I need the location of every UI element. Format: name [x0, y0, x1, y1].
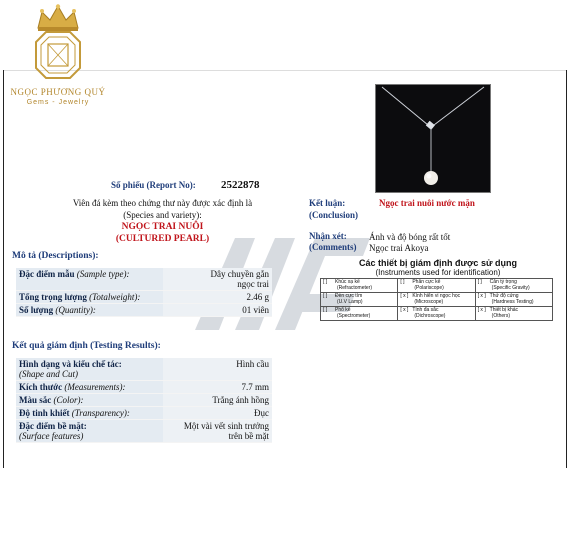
frame-left-border [3, 70, 4, 468]
field-label: Kích thước (Measurements): [16, 381, 163, 394]
instrument-cell: [ x ] Kính hiển vi ngọc học (Microscope) [398, 293, 475, 307]
instrument-cell: [ x ] Thử độ cứng (Hardness Testing) [475, 293, 552, 307]
instrument-cell: [ ] Khúc xạ kế (Refractometer) [321, 279, 398, 293]
table-row [16, 381, 272, 394]
instruments-subtitle: (Instruments used for identification) [375, 268, 501, 277]
sample-photo [375, 84, 491, 193]
report-number-label: Số phiếu (Report No): [111, 180, 196, 190]
instruments-title: Các thiết bị giám định được sử dụng [359, 258, 517, 268]
field-label: Độ tinh khiết (Transparency): [16, 407, 163, 420]
field-value: 7.7 mm [163, 381, 272, 394]
field-value: Trắng ánh hồng [163, 394, 272, 407]
field-label: Đặc điểm bề mặt: (Surface features) [16, 420, 163, 443]
instrument-cell: [ ] Đèn cực tím (U.V Lamp) [321, 293, 398, 307]
species-intro: Viên đá kèm theo chứng thư này được xác định là [72, 198, 253, 208]
species-name: NGỌC TRAI NUÔI [121, 222, 204, 232]
instrument-cell: [ x ] Tính đa sắc (Dichroscope) [398, 307, 475, 321]
table-row [321, 279, 553, 293]
table-row [16, 291, 272, 304]
crown-icon [34, 4, 82, 32]
comments-line-2: Ngọc trai Akoya [369, 243, 429, 253]
species-intro-en: (Species and variety): [123, 210, 202, 220]
field-label: Đặc điểm mẫu (Sample type): [16, 268, 163, 291]
table-row [321, 293, 553, 307]
field-label: Màu sắc (Color): [16, 394, 163, 407]
instrument-cell: [ x ] Thiết bị khác (Others) [475, 307, 552, 321]
field-value: 2.46 g [163, 291, 272, 304]
table-row [16, 420, 272, 443]
field-value: Đục [163, 407, 272, 420]
descriptions-table [16, 268, 272, 317]
table-row [16, 358, 272, 381]
brand-name: NGỌC PHƯƠNG QUÝ [10, 87, 106, 97]
conclusion-value: Ngọc trai nuôi nước mặn [379, 198, 475, 208]
brand-logo [8, 4, 108, 108]
gem-emblem-icon [34, 30, 82, 80]
table-row [16, 268, 272, 291]
table-row [16, 304, 272, 317]
brand-tagline: Gems - Jewelry [26, 99, 90, 106]
comments-line-1: Ánh và độ bóng rất tốt [369, 232, 451, 242]
report-number: 2522878 [221, 179, 260, 191]
field-label: Hình dạng và kiểu chế tác: (Shape and Cut) [16, 358, 163, 381]
field-value: Dây chuyền gắn ngọc trai [163, 268, 272, 291]
conclusion-label: Kết luận: [309, 198, 346, 208]
table-row [16, 394, 272, 407]
table-row [321, 307, 553, 321]
frame-right-border [566, 70, 567, 468]
table-row [16, 407, 272, 420]
field-label: Số lượng (Quantity): [16, 304, 163, 317]
comments-label: Nhận xét: [309, 231, 347, 241]
field-label: Tổng trọng lượng (Totalweight): [16, 291, 163, 304]
instrument-cell: [ ] Cân tỷ trọng (Specific Gravity) [475, 279, 552, 293]
testing-results-table [16, 358, 272, 443]
conclusion-label-en: (Conclusion) [309, 210, 359, 220]
instrument-cell: [ ] Phổ kế (Spectrometer) [321, 307, 398, 321]
field-value: Hình cầu [163, 358, 272, 381]
field-value: Một vài vết sinh trưởng trên bề mặt [163, 420, 272, 443]
instruments-table [320, 278, 553, 321]
field-value: 01 viên [163, 304, 272, 317]
comments-label-en: (Comments) [309, 242, 357, 252]
species-name-en: (CULTURED PEARL) [115, 234, 210, 244]
testing-results-heading: Kết quả giám định (Testing Results): [12, 341, 161, 351]
instrument-cell: [ ] Phân cực kế (Polariscope) [398, 279, 475, 293]
descriptions-heading: Mô tả (Descriptions): [12, 251, 99, 261]
